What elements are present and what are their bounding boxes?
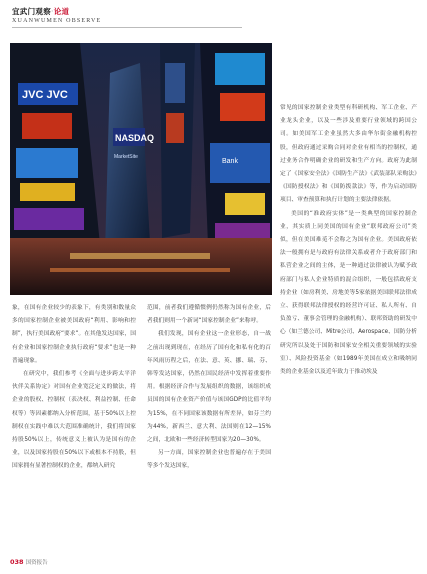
header-rule [12,27,242,28]
sign-marketsite: MarketSite [114,154,138,160]
paragraph: 象，在国有企业较少的表象下，有类别和数量众多的国家控制企业被美国政府“利用、影响和控制”，执行美国政府“要求”。在其他发达国家，国有企业和国家控制企业执行政府“要求”也是一种普遍现象。 [12,305,136,364]
section-name: 论道 [53,7,70,16]
text-column-2 [147,302,271,474]
text-column-3 [280,102,417,379]
paragraph: 范围，前者我们遵循惯例仍然称为国有企业，后者我们则用一个新词“国家控制企业”来称呼。 [147,305,271,325]
sign-bank: Bank [222,158,238,165]
column-brand [12,6,242,17]
brand-separator: · [51,7,54,16]
brand-name: 宜武门观察 [12,7,51,16]
page-footer [10,558,48,566]
brand-subtitle: XUANWUMEN OBSERVE [12,18,102,24]
times-square-photo [10,43,272,295]
paragraph: 美国的“准政府实体”是一类典型的国家控制企业，其实质上同美国的国有企业“联邦政府公司”类似，但在美国难觅不会称之为国有企业。美国政府依法一般拥有是与政府有法律关系或者介于政府部门和私营企业之间的主体，是一种通过法律被认为赋予政府部门与私人企业特质的混合组织，一般包括政府支持企业（如房利美、房地美等5家依据美国联邦法律成立、获得联邦法律授权的经营许可证、私人所有、自负盈亏、董事会管理的金融机构）、联邦资助的研发中心（如兰德公司、Mitre公司、Aerospace、国防分析研究所以及处于国防和国家安全相关重要领域的实验室）、风险投资基金（如1989年美国在成立和吸纳同类的企业基金以及近年致力于推动埃及 [280,210,417,376]
magazine-name: 国资报告 [25,560,48,566]
paragraph: 在研究中，我们参考《全面与进步跨太平洋伙伴关系协定》对国有企业宽泛定义的做法，将企业的股权、控制权（表决权、利益控制、任命权等）等因素都纳入分析范围，基于50%以上控制权在实践中难以大范围准确统计，我们将国家持股50%以上，传统意义上被认为是国有的企业，以及国家持股在50%以下或根本不持股，但国家拥有显著控制权的企业，都纳入研究 [12,371,136,470]
sign-nasdaq: NASDAQ [115,133,155,143]
paragraph: 常见的国家控制企业类型有科研机构、军工企业、产业龙头企业，以及一些涉及重要行业领域的跨国公司。如美国军工企业虽然大多由华尔街金融机构控股，但政府通过采购合同对企业有相当的控制权，通过业务合作明确企业的研发和生产方向。政府为此制定了《国家安全法》《国防生产法》《武装部队采购法》《国防授权法》和《国防拨款法》等，作为启动国防项目、审查预算和执行计划的主要法律依据。 [280,105,417,204]
page-header [12,6,242,28]
page-number: 038 [10,558,24,566]
sign-jvc: JVC JVC [22,89,68,101]
paragraph: 我们发现，国有企业这一企业形态，自一战之前出现到现在，在经历了国有化和私有化的百年风雨历程之后，在法、意、英、挪、瑞、芬、韩等发达国家，仍然在国民经济中发挥着重要作用。根据经济合作与发展组织的数据，该组织成员国的国有企业资产价值与该国GDP的比值平均为15%，在不同国家该数据有所差异，如芬兰约为44%，新西兰、意大利、法国则在12—15%之间，北欧和一些经济转型国家为20—30%。 [147,331,271,444]
text-column-1 [12,302,136,474]
paragraph: 另一方面，国家控制企业也普遍存在于美国等多个发达国家， [147,450,271,470]
